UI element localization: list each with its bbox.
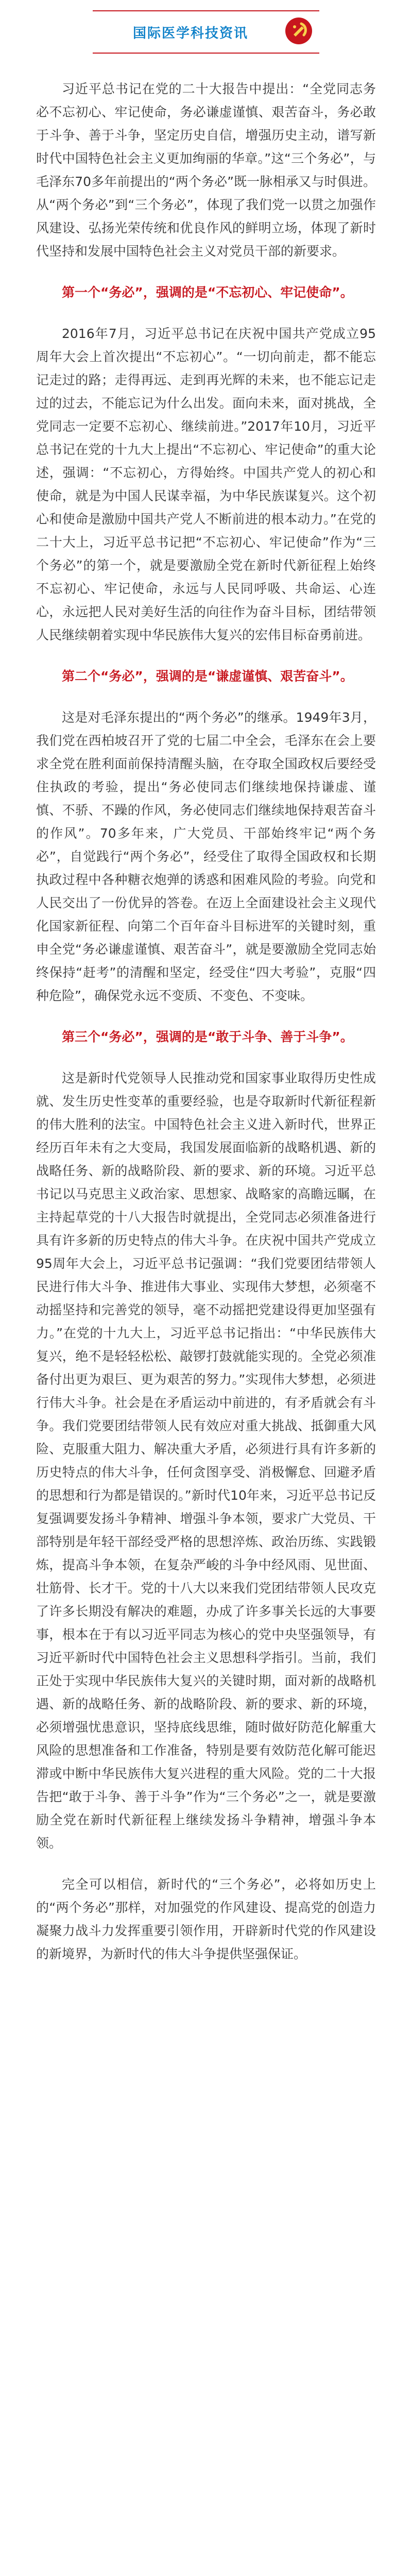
article-paragraph: 这是对毛泽东提出的“两个务必”的继承。1949年3月，我们党在西柏坡召开了党的七届二中全会，毛泽东在会上要求全党在胜利面前保持清醒头脑，在夺取全国政权后要经受住执政的考验，提出“务必使同志们继续地保持谦虚、谨慎、不骄、不躁的作风，务必使同志们继续地保持艰苦奋斗的作风”。70多年来，广大党员、干部始终牢记“两个务必”，自觉践行“两个务必”，经受住了取得全国政权和长期执政过程中各种糖衣炮弹的诱惑和困难风险的考验。向党和人民交出了一份优异的答卷。在迈上全面建设社会主义现代化国家新征程、向第二个百年奋斗目标进军的关键时刻，重申全党“务必谦虚谨慎、艰苦奋斗”，就是要激励全党同志始终保持“赶考”的清醒和坚定，经受住“四大考验”，克服“四种危险”，确保党永远不变质、不变色、不变味。 [36,710,376,1003]
article-header-banner [93,10,319,54]
article-paragraph: 2016年7月，习近平总书记在庆祝中国共产党成立95周年大会上首次提出“不忘初心”。“一切向前走，都不能忘记走过的路；走得再远、走到再光辉的未来，也不能忘记走过的过去，不能忘记为什么出发。面向未来，面对挑战，全党同志一定要不忘初心、继续前进。”2017年10月，习近平总书记在党的十九大上提出“不忘初心、牢记使命”的重大论述，强调：“不忘初心，方得始终。中国共产党人的初心和使命，就是为中国人民谋幸福，为中华民族谋复兴。这个初心和使命是激励中国共产党人不断前进的根本动力。”在党的二十大上，习近平总书记把“不忘初心、牢记使命”作为“三个务必”的第一个，就是要激励全党在新时代新征程上始终不忘初心、牢记使命，永远与人民同呼吸、共命运、心连心，永远把人民对美好生活的向往作为奋斗目标，团结带领人民继续朝着实现中华民族伟大复兴的宏伟目标奋勇前进。 [36,326,376,642]
section-heading: 第三个“务必”，强调的是“敢于斗争、善于斗争”。 [62,1029,353,1044]
banner-title: 国际医学科技资讯 [132,25,248,41]
article-paragraph: 习近平总书记在党的二十大报告中提出：“全党同志务必不忘初心、牢记使命，务必谦虚谨慎、艰苦奋斗，务必敢于斗争、善于斗争，坚定历史自信，增强历史主动，谱写新时代中国特色社会主义更加绚丽的华章。”这“三个务必”，与毛泽东70多年前提出的“两个务必”既一脉相承又与时俱进。从“两个务必”到“三个务必”，体现了我们党一以贯之加强作风建设、弘扬光荣传统和优良作风的鲜明立场，体现了新时代坚持和发展中国特色社会主义对党员干部的新要求。 [36,81,376,259]
article-paragraph: 完全可以相信，新时代的“三个务必”，必将如历史上的“两个务必”那样，对加强党的作风建设、提高党的创造力凝聚力战斗力发挥重要引领作用，开辟新时代党的作风建设的新境界，为新时代的伟大斗争提供坚强保证。 [36,1877,376,1961]
article-paragraph: 这是新时代党领导人民推动党和国家事业取得历史性成就、发生历史性变革的重要经验，也是夺取新时代新征程新的伟大胜利的法宝。中国特色社会主义进入新时代，世界正经历百年未有之大变局，我国发展面临新的战略机遇、新的战略任务、新的战略阶段、新的要求、新的环境。习近平总书记以马克思主义政治家、思想家、战略家的高瞻远瞩，在主持起草党的十八大报告时就提出，全党同志必须准备进行具有许多新的历史特点的伟大斗争。在庆祝中国共产党成立95周年大会上，习近平总书记强调：“我们党要团结带领人民进行伟大斗争、推进伟大事业、实现伟大梦想，必须毫不动摇坚持和完善党的领导，毫不动摇把党建设得更加坚强有力。”在党的十九大上，习近平总书记指出：“中华民族伟大复兴，绝不是轻轻松松、敲锣打鼓就能实现的。全党必须准备付出更为艰巨、更为艰苦的努力。”实现伟大梦想，必须进行伟大斗争。社会是在矛盾运动中前进的，有矛盾就会有斗争。我们党要团结带领人民有效应对重大挑战、抵御重大风险、克服重大阻力、解决重大矛盾，必须进行具有许多新的历史特点的伟大斗争，任何贪图享受、消极懈怠、回避矛盾的思想和行为都是错误的。”新时代10年来，习近平总书记反复强调要发扬斗争精神、增强斗争本领，要求广大党员、干部特别是年轻干部经受严格的思想淬炼、政治历练、实践锻炼，提高斗争本领，在复杂严峻的斗争中经风雨、见世面、壮筋骨、长才干。党的十八大以来我们党团结带领人民攻克了许多长期没有解决的难题，办成了许多事关长远的大事要事，根本在于有以习近平同志为核心的党中央坚强领导，有习近平新时代中国特色社会主义思想科学指引。当前，我们正处于实现中华民族伟大复兴的关键时期，面对新的战略机遇、新的战略任务、新的战略阶段、新的要求、新的环境，必须增强忧患意识，坚持底线思维，随时做好防范化解重大风险的思想准备和工作准备，特别是要有效防范化解可能迟滞或中断中华民族伟大复兴进程的重大风险。党的二十大报告把“敢于斗争、善于斗争”作为“三个务必”之一，就是要激励全党在新时代新征程上继续发扬斗争精神，增强斗争本领。 [36,1071,376,1851]
article-body [36,77,376,1984]
section-heading: 第一个“务必”，强调的是“不忘初心、牢记使命”。 [62,285,353,300]
section-heading: 第二个“务必”，强调的是“谦虚谨慎、艰苦奋斗”。 [62,669,353,684]
party-emblem-icon [284,16,313,45]
